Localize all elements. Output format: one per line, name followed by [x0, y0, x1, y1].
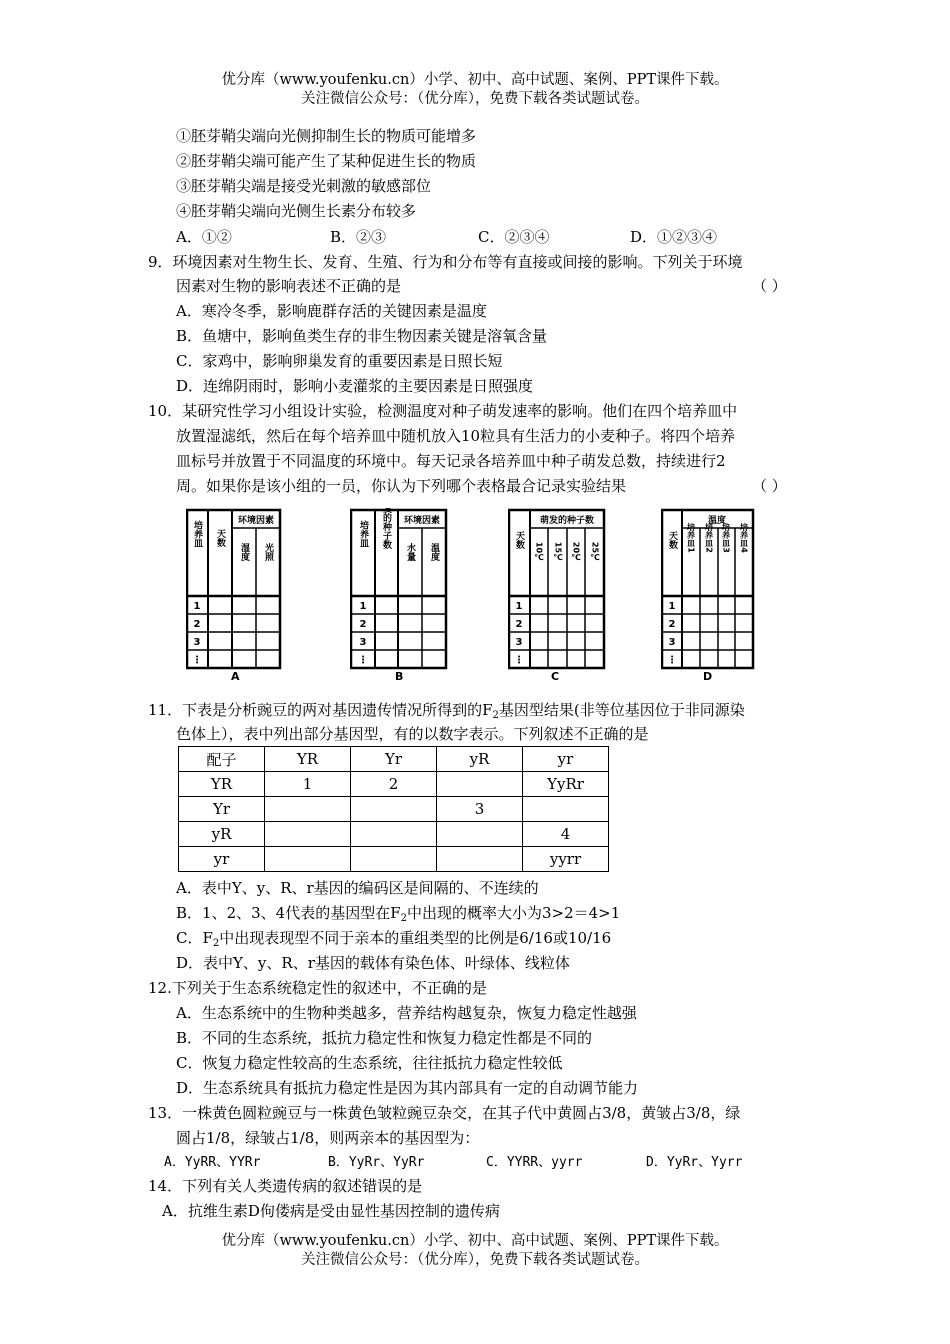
- fig-b-row-4: ⋮: [358, 655, 368, 666]
- fig-c-row-3: 3: [515, 637, 523, 648]
- q11-option-c: C．$F_2$中出现表现型不同于亲本的重组类型的比例是6/16或10/16: [176, 929, 612, 949]
- q14-stem: 14．下列有关人类遗传病的叙述错误的是: [148, 1177, 423, 1195]
- q8-option-c: C．②③④: [478, 228, 550, 246]
- fig-c-label: C: [551, 670, 560, 683]
- fig-b-col-1: 培养皿: [358, 520, 368, 548]
- page-header-line-1: 优分库（www.youfenku.cn）小学、初中、高中试题、案例、PPT课件下载。: [221, 72, 729, 88]
- q13-stem-line-2: 圆占1/8，绿皱占1/8，则两亲本的基因型为：: [176, 1129, 480, 1147]
- table-cell: [351, 822, 437, 847]
- q8-statement-2: ②胚芽鞘尖端可能产生了某种促进生长的物质: [176, 152, 477, 170]
- fig-a-col-2: 天数: [215, 529, 225, 547]
- fig-b-sub-2: 温度: [429, 543, 439, 561]
- table-cell: [437, 822, 523, 847]
- fig-d-sub-1: 培养皿1: [686, 523, 696, 553]
- q8-statement-3: ③胚芽鞘尖端是接受光刺激的敏感部位: [176, 177, 432, 195]
- table-header-cell: YR: [265, 747, 351, 772]
- fig-d-sub-4: 培养皿4: [739, 523, 749, 553]
- genotype-table: [178, 746, 609, 872]
- fig-c-sub-1: 10℃: [534, 541, 544, 563]
- table-row: [179, 797, 609, 822]
- fig-d-row-1: 1: [668, 601, 676, 612]
- q13-option-c: C．YYRR、yyrr: [486, 1155, 583, 1170]
- table-cell: [523, 797, 609, 822]
- q12-stem: 12.下列关于生态系统稳定性的叙述中，不正确的是: [148, 979, 487, 997]
- fig-d-col-1: 天数: [667, 531, 677, 549]
- table-cell: [265, 822, 351, 847]
- fig-d-row-4: ⋮: [667, 655, 677, 666]
- q9-answer-paren: （ ）: [752, 277, 787, 295]
- fig-b-row-3: 3: [359, 637, 367, 648]
- table-cell: yr: [179, 847, 265, 872]
- page-header-line-2: 关注微信公众号：（优分库），免费下载各类试题试卷。: [301, 91, 649, 107]
- table-cell: YyRr: [523, 772, 609, 797]
- q10-answer-paren: （ ）: [752, 477, 787, 495]
- table-header-cell: yr: [523, 747, 609, 772]
- table-cell: [351, 797, 437, 822]
- fig-b-top-header: 环境因素: [403, 516, 441, 526]
- fig-c-col-1: 天数: [514, 531, 524, 549]
- q9-option-b: B．鱼塘中，影响鱼类生存的非生物因素关键是溶氧含量: [176, 327, 548, 345]
- q12-option-a: A．生态系统中的生物种类越多，营养结构越复杂，恢复力稳定性越强: [176, 1004, 637, 1022]
- q9-option-c: C．家鸡中，影响卵巢发育的重要因素是日照长短: [176, 352, 503, 370]
- q14-option-a: A．抗维生素D佝偻病是受由显性基因控制的遗传病: [162, 1202, 500, 1220]
- fig-c-sub-4: 25℃: [590, 541, 600, 563]
- fig-d-sub-2: 培养皿2: [704, 523, 714, 553]
- q13-option-b: B．YyRr、YyRr: [328, 1155, 425, 1170]
- fig-a-row-2: 2: [193, 619, 201, 630]
- fig-a-row-3: 3: [193, 637, 201, 648]
- fig-c-sub-2: 15℃: [553, 541, 563, 563]
- fig-d-sub-3: 培养皿3: [721, 523, 731, 553]
- table-header-cell: 配子: [179, 747, 265, 772]
- fig-d-row-2: 2: [668, 619, 676, 630]
- table-cell: [437, 847, 523, 872]
- fig-a-col-1: 培养皿: [192, 520, 202, 548]
- table-cell: [265, 847, 351, 872]
- fig-a-row-4: ⋮: [192, 655, 202, 666]
- q10-stem-line-2: 放置湿滤纸，然后在每个培养皿中随机放入10粒具有生活力的小麦种子。将四个培养: [176, 427, 736, 445]
- fig-c-row-2: 2: [515, 619, 523, 630]
- q12-option-c: C．恢复力稳定性较高的生态系统，往往抵抗力稳定性较低: [176, 1054, 563, 1072]
- figure-table-d: [661, 508, 755, 674]
- fig-a-sub-1: 湿度: [239, 543, 249, 561]
- q9-option-a: A．寒冷冬季，影响鹿群存活的关键因素是温度: [176, 302, 487, 320]
- table-cell: [351, 847, 437, 872]
- figure-table-b: [350, 508, 448, 674]
- q9-stem-line-2: 因素对生物的影响表述不正确的是: [176, 277, 402, 295]
- q11-stem-line-2: 色体上），表中列出部分基因型，有的以数字表示。下列叙述不正确的是: [176, 725, 649, 743]
- table-row: [179, 822, 609, 847]
- fig-c-sub-3: 20℃: [571, 541, 581, 563]
- table-cell: 3: [437, 797, 523, 822]
- table-cell: Yr: [179, 797, 265, 822]
- q10-stem-line-3: 皿标号并放置于不同温度的环境中。每天记录各培养皿中种子萌发总数，持续进行2: [176, 452, 726, 470]
- q13-option-d: D．YyRr、Yyrr: [646, 1155, 743, 1170]
- table-cell: yR: [179, 822, 265, 847]
- fig-b-label: B: [395, 670, 404, 683]
- fig-d-row-3: 3: [668, 637, 676, 648]
- q11-option-a: A．表中Y、y、R、r基因的编码区是间隔的、不连续的: [176, 879, 539, 897]
- fig-c-top-header: 萌发的种子数: [539, 516, 595, 526]
- q11-option-d: D．表中Y、y、R、r基因的载体有染色体、叶绿体、线粒体: [176, 954, 570, 972]
- table-header-cell: yR: [437, 747, 523, 772]
- fig-a-top-header: 环境因素: [237, 516, 275, 526]
- q12-option-b: B．不同的生态系统，抵抗力稳定性和恢复力稳定性都是不同的: [176, 1029, 593, 1047]
- table-cell: 2: [351, 772, 437, 797]
- table-cell: [437, 772, 523, 797]
- fig-d-top-header: 温度: [707, 516, 727, 526]
- q9-option-d: D．连绵阴雨时，影响小麦灌浆的主要因素是日照强度: [176, 377, 534, 395]
- fig-a-label: A: [231, 670, 240, 683]
- table-cell: 4: [523, 822, 609, 847]
- table-cell: YR: [179, 772, 265, 797]
- fig-b-row-2: 2: [359, 619, 367, 630]
- table-row: [179, 847, 609, 872]
- table-cell: [265, 797, 351, 822]
- page-footer-line-2: 关注微信公众号：（优分库），免费下载各类试题试卷。: [301, 1252, 649, 1268]
- fig-a-sub-2: 光照: [263, 543, 273, 561]
- table-cell: 1: [265, 772, 351, 797]
- q8-statement-4: ④胚芽鞘尖端向光侧生长素分布较多: [176, 202, 417, 220]
- fig-b-col-2: 萌发的种子数: [381, 508, 391, 549]
- fig-b-row-1: 1: [359, 601, 367, 612]
- fig-c-row-4: ⋮: [514, 655, 524, 666]
- q8-option-b: B．②③: [330, 228, 387, 246]
- page-footer-line-1: 优分库（www.youfenku.cn）小学、初中、高中试题、案例、PPT课件下载。: [221, 1233, 729, 1249]
- q11-option-b: B．1、2、3、4代表的基因型在$F_2$中出现的概率大小为3>2＝4>1: [176, 904, 621, 924]
- fig-d-label: D: [703, 670, 713, 683]
- fig-c-row-1: 1: [515, 601, 523, 612]
- table-row: [179, 772, 609, 797]
- fig-b-sub-1: 水量: [405, 543, 415, 561]
- table-header-row: [179, 747, 609, 772]
- table-header-cell: Yr: [351, 747, 437, 772]
- q9-stem-line-1: 9．环境因素对生物生长、发育、生殖、行为和分布等有直接或间接的影响。下列关于环境: [148, 253, 743, 271]
- q13-stem-line-1: 13．一株黄色圆粒豌豆与一株黄色皱粒豌豆杂交，在其子代中黄圆占3/8，黄皱占3/8，绿: [148, 1104, 741, 1122]
- q10-stem-line-4: 周。如果你是该小组的一员，你认为下列哪个表格最合记录实验结果: [176, 477, 627, 495]
- fig-a-row-1: 1: [193, 601, 201, 612]
- q8-option-d: D．①②③④: [630, 228, 718, 246]
- q11-stem-line-1: 11．下表是分析豌豆的两对基因遗传情况所得到的$F_2$基因型结果(非等位基因位于非同源染: [148, 701, 745, 721]
- q12-option-d: D．生态系统具有抵抗力稳定性是因为其内部具有一定的自动调节能力: [176, 1079, 639, 1097]
- q10-stem-line-1: 10．某研究性学习小组设计实验，检测温度对种子萌发速率的影响。他们在四个培养皿中: [148, 402, 738, 420]
- q8-option-a: A．①②: [176, 228, 232, 246]
- figure-table-a: [186, 508, 282, 674]
- q8-statement-1: ①胚芽鞘尖端向光侧抑制生长的物质可能增多: [176, 127, 477, 145]
- figure-table-c: [508, 508, 606, 674]
- q13-option-a: A．YyRR、YYRr: [164, 1155, 261, 1170]
- table-cell: yyrr: [523, 847, 609, 872]
